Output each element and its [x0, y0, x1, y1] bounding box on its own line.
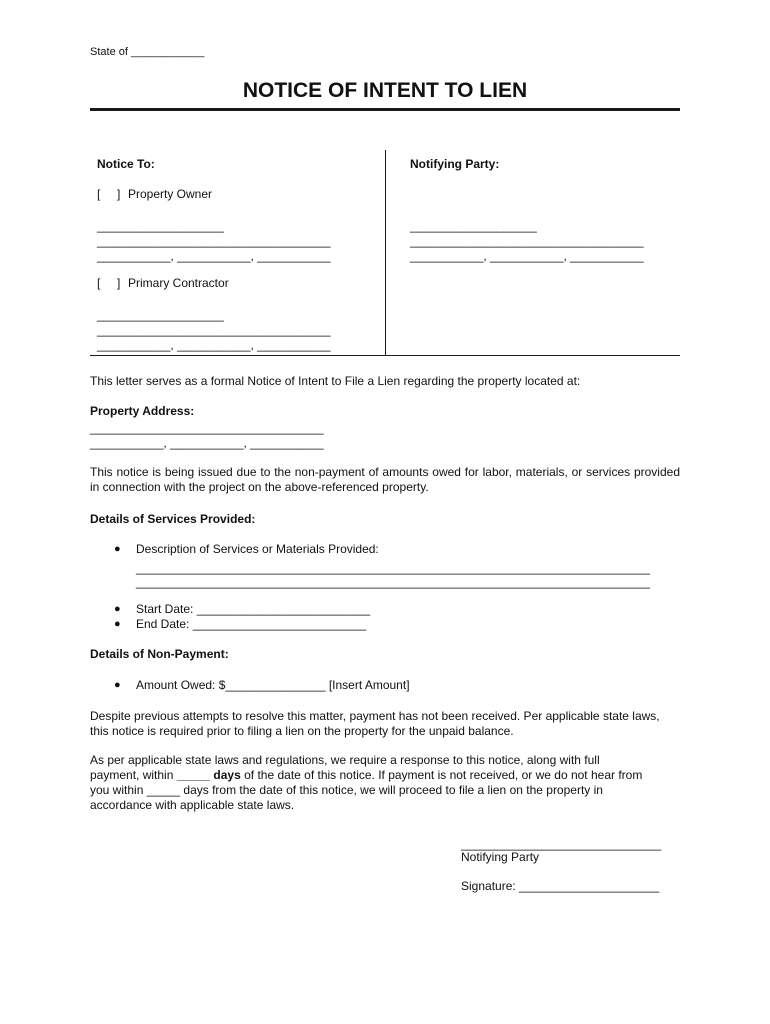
description-line-2[interactable]: _____________________________________________________________________________ [136, 575, 650, 589]
primary-contractor-label: Primary Contractor [128, 276, 229, 290]
notice-to-label: Notice To: [97, 157, 155, 171]
notifying-party-caption: Notifying Party [461, 850, 540, 864]
property-owner-checkbox[interactable]: [ ] [97, 187, 121, 201]
table-bottom-rule [90, 355, 680, 356]
column-divider [385, 150, 386, 356]
days-blank[interactable]: _____ days [176, 768, 241, 782]
response-line-2-end: of the date of this notice. If payment is not received, or we do not hear from [240, 768, 643, 782]
notifying-address-field[interactable]: ___________________________________ [410, 234, 644, 248]
payment-paragraph: Despite previous attempts to resolve this matter, payment has not been received. Per applicable state laws, this notice is required prior to filing a lien on the property for the unpaid balance. [90, 709, 660, 738]
page-title: NOTICE OF INTENT TO LIEN [242, 79, 528, 102]
response-line-1: As per applicable state laws and regulations, we require a response to this notice, along with full [90, 753, 600, 767]
services-heading: Details of Services Provided: [90, 512, 256, 526]
bullet-icon: ● [114, 679, 121, 691]
notifying-name-field[interactable]: ___________________ [410, 219, 537, 233]
reason-paragraph: This notice is being issued due to the non-payment of amounts owed for labor, materials, or services provided in connection with the project on the above-referenced property. [90, 465, 680, 494]
description-line-1[interactable]: _____________________________________________________________________________ [136, 561, 650, 575]
bullet-icon: ● [114, 603, 121, 615]
state-of-line: State of ____________ [90, 46, 205, 58]
notifying-city-state-zip-field[interactable]: ___________, ___________, ___________ [410, 249, 644, 263]
end-date-field[interactable]: End Date: __________________________ [136, 617, 367, 631]
description-label: Description of Services or Materials Provided: [136, 542, 379, 556]
nonpayment-heading: Details of Non-Payment: [90, 647, 229, 661]
start-date-field[interactable]: Start Date: __________________________ [136, 602, 371, 616]
owner-name-field[interactable]: ___________________ [97, 219, 224, 233]
property-address-label: Property Address: [90, 404, 195, 418]
owner-city-state-zip-field[interactable]: ___________, ___________, ___________ [97, 249, 331, 263]
contractor-name-field[interactable]: ___________________ [97, 308, 224, 322]
property-owner-label: Property Owner [128, 187, 213, 201]
signature-field[interactable]: Signature: _____________________ [461, 879, 660, 893]
primary-contractor-checkbox[interactable]: [ ] [97, 276, 121, 290]
amount-owed-field[interactable]: Amount Owed: $_______________ [Insert Amount] [136, 678, 410, 692]
owner-address-field[interactable]: ___________________________________ [97, 234, 331, 248]
response-line-2-start: payment, within [90, 768, 177, 782]
property-street-field[interactable]: ___________________________________ [90, 421, 324, 435]
notifying-party-signature-line[interactable]: ______________________________ [461, 837, 662, 851]
response-line-3: you within _____ days from the date of this notice, we will proceed to file a lien on the property in [90, 783, 603, 797]
contractor-city-state-zip-field[interactable]: ___________, ___________, ___________ [97, 338, 331, 352]
notifying-party-label: Notifying Party: [410, 157, 500, 171]
contractor-address-field[interactable]: ___________________________________ [97, 323, 331, 337]
response-line-2 [90, 768, 642, 782]
bullet-icon: ● [114, 543, 121, 555]
property-city-state-zip-field[interactable]: ___________, ___________, ___________ [90, 436, 324, 450]
response-line-4: accordance with applicable state laws. [90, 798, 295, 812]
bullet-icon: ● [114, 618, 121, 630]
title-rule [90, 108, 680, 111]
intro-text: This letter serves as a formal Notice of Intent to File a Lien regarding the property located at: [90, 374, 581, 388]
